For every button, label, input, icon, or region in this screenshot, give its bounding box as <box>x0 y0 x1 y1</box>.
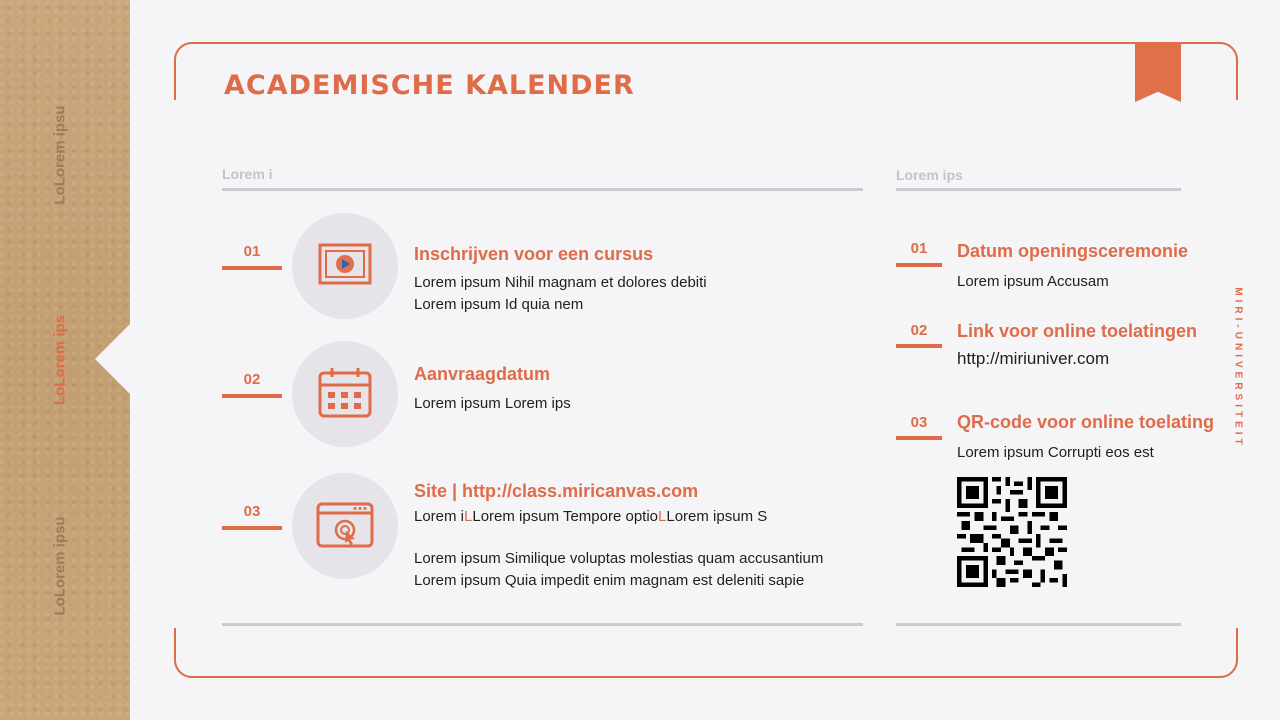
item-3-underline <box>222 526 282 530</box>
browser-click-icon <box>315 496 375 556</box>
item-2-line-1: Lorem ipsum Lorem ips <box>414 395 571 412</box>
right-item-3-number: 03 <box>910 414 928 431</box>
item-3-title[interactable]: Site | http://class.miricanvas.com <box>414 481 699 501</box>
item-2-title: Aanvraagdatum <box>414 364 551 384</box>
item-1-line-2: Lorem ipsum Id quia nem <box>414 296 584 313</box>
item-3-icon-circle <box>292 473 398 579</box>
item-2-icon-circle <box>292 341 398 447</box>
sidebar-item-3[interactable]: LoLorem ipsu <box>51 516 69 616</box>
right-item-2-number: 02 <box>910 322 928 339</box>
right-column-heading: Lorem ips <box>896 167 963 183</box>
item-1-line-1: Lorem ipsum Nihil magnam et dolores debiti <box>414 274 707 291</box>
right-item-3-text: Lorem ipsum Corrupti eos est <box>957 444 1154 461</box>
right-item-2-underline <box>896 344 942 348</box>
right-item-1-text: Lorem ipsum Accusam <box>957 273 1109 290</box>
right-item-3-underline <box>896 436 942 440</box>
page-title: ACADEMISCHE KALENDER <box>224 70 635 101</box>
right-item-1-title: Datum openingsceremonie <box>957 241 1189 261</box>
right-item-1-number: 01 <box>910 240 928 257</box>
right-item-2-link[interactable]: http://miriuniver.com <box>957 349 1110 368</box>
brand-vertical-text: MIRI-UNIVERSITEIT <box>1232 287 1244 449</box>
item-3-line-3: Lorem ipsum Quia impedit enim magnam est deleniti sapie <box>414 572 805 589</box>
video-play-icon <box>315 236 375 296</box>
item-3-line-2: Lorem ipsum Similique voluptas molestias quam accusantium <box>414 550 824 567</box>
right-item-3-title: QR-code voor online toelating <box>957 412 1215 432</box>
left-top-divider <box>222 188 863 191</box>
item-3-line-1: Lorem iLLorem ipsum Tempore optioLLorem ipsum S <box>414 508 768 525</box>
item-1-icon-circle <box>292 213 398 319</box>
item-1-underline <box>222 266 282 270</box>
sidebar-item-2-active[interactable]: LoLorem ips <box>51 314 69 406</box>
active-indicator <box>95 323 131 395</box>
left-bottom-divider <box>222 623 863 626</box>
right-bottom-divider <box>896 623 1181 626</box>
item-1-title: Inschrijven voor een cursus <box>414 244 654 264</box>
item-2-number: 02 <box>243 371 261 388</box>
left-column-heading: Lorem i <box>222 166 273 182</box>
item-3-number: 03 <box>243 503 261 520</box>
calendar-icon <box>315 364 375 424</box>
right-item-2-title: Link voor online toelatingen <box>957 321 1198 341</box>
item-2-underline <box>222 394 282 398</box>
right-top-divider <box>896 188 1181 191</box>
item-1-number: 01 <box>243 243 261 260</box>
qr-code-icon[interactable] <box>957 477 1067 587</box>
right-item-1-underline <box>896 263 942 267</box>
sidebar-item-1[interactable]: LoLorem ipsu <box>51 105 69 205</box>
